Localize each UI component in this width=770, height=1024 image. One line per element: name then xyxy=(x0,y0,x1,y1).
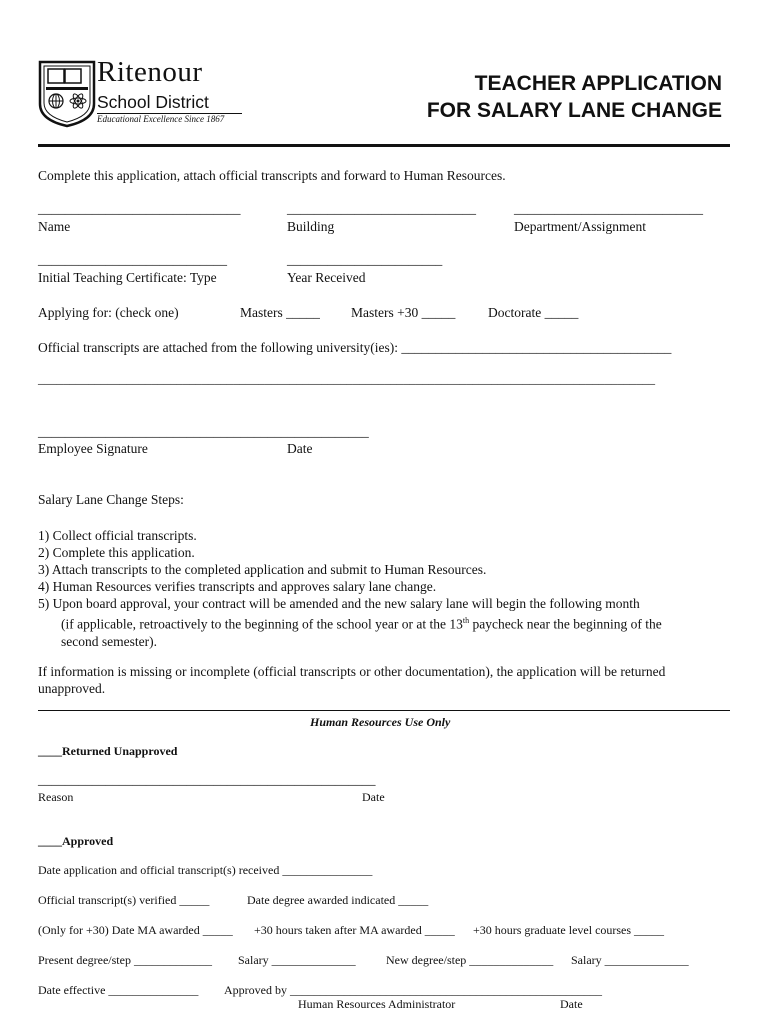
ma-awarded-field[interactable]: (Only for +30) Date MA awarded _____ xyxy=(38,923,233,937)
step-5-line3: second semester). xyxy=(61,633,157,649)
district-logo xyxy=(38,56,244,128)
year-received-field[interactable]: _______________________ xyxy=(287,252,443,267)
page-title-line2: FOR SALARY LANE CHANGE xyxy=(426,99,722,122)
new-salary-field[interactable]: Salary ______________ xyxy=(571,953,689,967)
signature-date-label: Date xyxy=(287,441,313,456)
missing-note-line1: If information is missing or incomplete (official transcripts or other documentation), the application will be returned xyxy=(38,664,666,679)
step-item-continued xyxy=(38,612,662,633)
logo-tagline: Educational Excellence Since 1867 xyxy=(97,114,225,124)
option-masters[interactable]: Masters _____ xyxy=(240,305,320,320)
name-label: Name xyxy=(38,219,71,234)
logo-district: School District xyxy=(97,92,209,112)
signature-label: Employee Signature xyxy=(38,441,148,456)
received-date-field[interactable]: Date application and official transcript(s) received _______________ xyxy=(38,863,373,877)
degree-awarded-field[interactable]: Date degree awarded indicated _____ xyxy=(247,893,429,907)
reason-date-label: Date xyxy=(362,790,385,804)
hours-graduate-field[interactable]: +30 hours graduate level courses _____ xyxy=(473,923,665,937)
step-item: 3) Attach transcripts to the completed application and submit to Human Resources. xyxy=(38,562,487,577)
returned-unapproved-check[interactable]: ____Returned Unapproved xyxy=(38,744,178,758)
logo-name: Ritenour xyxy=(97,56,203,88)
step-5-sup: th xyxy=(462,616,470,625)
hr-heading: Human Resources Use Only xyxy=(310,715,451,729)
department-label: Department/Assignment xyxy=(514,219,646,234)
certificate-label: Initial Teaching Certificate: Type xyxy=(38,270,217,285)
hr-divider xyxy=(38,710,730,711)
missing-note-line2: unapproved. xyxy=(38,681,106,696)
steps-heading: Salary Lane Change Steps: xyxy=(38,492,184,507)
page-title-line1: TEACHER APPLICATION xyxy=(474,72,722,95)
certificate-field[interactable]: ____________________________ xyxy=(38,252,227,267)
option-doctorate[interactable]: Doctorate _____ xyxy=(488,305,579,320)
step-item: 1) Collect official transcripts. xyxy=(38,528,197,543)
present-degree-field[interactable]: Present degree/step _____________ xyxy=(38,953,212,967)
step-item: 5) Upon board approval, your contract will be amended and the new salary lane will begin the following month xyxy=(38,596,640,611)
intro-text: Complete this application, attach official transcripts and forward to Human Resources. xyxy=(38,168,506,183)
hr-admin-label: Human Resources Administrator xyxy=(298,997,456,1011)
new-degree-field[interactable]: New degree/step ______________ xyxy=(386,953,554,967)
transcripts-verified-field[interactable]: Official transcript(s) verified _____ xyxy=(38,893,210,907)
district-seal-icon xyxy=(38,60,96,128)
header-rule xyxy=(38,144,730,147)
department-field[interactable]: ____________________________ xyxy=(514,201,703,216)
building-label: Building xyxy=(287,219,335,234)
present-salary-field[interactable]: Salary ______________ xyxy=(238,953,356,967)
step-5-line2b: paycheck near the beginning of the xyxy=(469,616,662,632)
approved-check[interactable]: ____Approved xyxy=(38,834,114,848)
reason-label: Reason xyxy=(38,790,74,804)
approved-by-field[interactable]: Approved by ____________________________________________________ xyxy=(224,983,602,997)
option-masters-30[interactable]: Masters +30 _____ xyxy=(351,305,456,320)
transcripts-university-line2[interactable]: __________________________________________________________________________________________________ xyxy=(38,372,656,386)
hr-admin-date-label: Date xyxy=(560,997,583,1011)
signature-field[interactable]: _________________________________________________ xyxy=(38,424,369,439)
step-5-line2a: (if applicable, retroactively to the beginning of the school year or at the 13 xyxy=(61,616,463,632)
step-item: 2) Complete this application. xyxy=(38,545,195,560)
transcripts-university-field[interactable]: Official transcripts are attached from the following university(ies): ________________________________________ xyxy=(38,340,672,355)
building-field[interactable]: ____________________________ xyxy=(287,201,476,216)
applying-for-label: Applying for: (check one) xyxy=(38,305,179,320)
name-field[interactable]: ______________________________ xyxy=(38,201,241,216)
date-effective-field[interactable]: Date effective _______________ xyxy=(38,983,199,997)
hours-after-ma-field[interactable]: +30 hours taken after MA awarded _____ xyxy=(254,923,455,937)
year-received-label: Year Received xyxy=(287,270,366,285)
step-item: 4) Human Resources verifies transcripts and approves salary lane change. xyxy=(38,579,437,594)
reason-field[interactable]: __________________________________________________ xyxy=(38,772,376,787)
steps-list xyxy=(38,527,662,650)
